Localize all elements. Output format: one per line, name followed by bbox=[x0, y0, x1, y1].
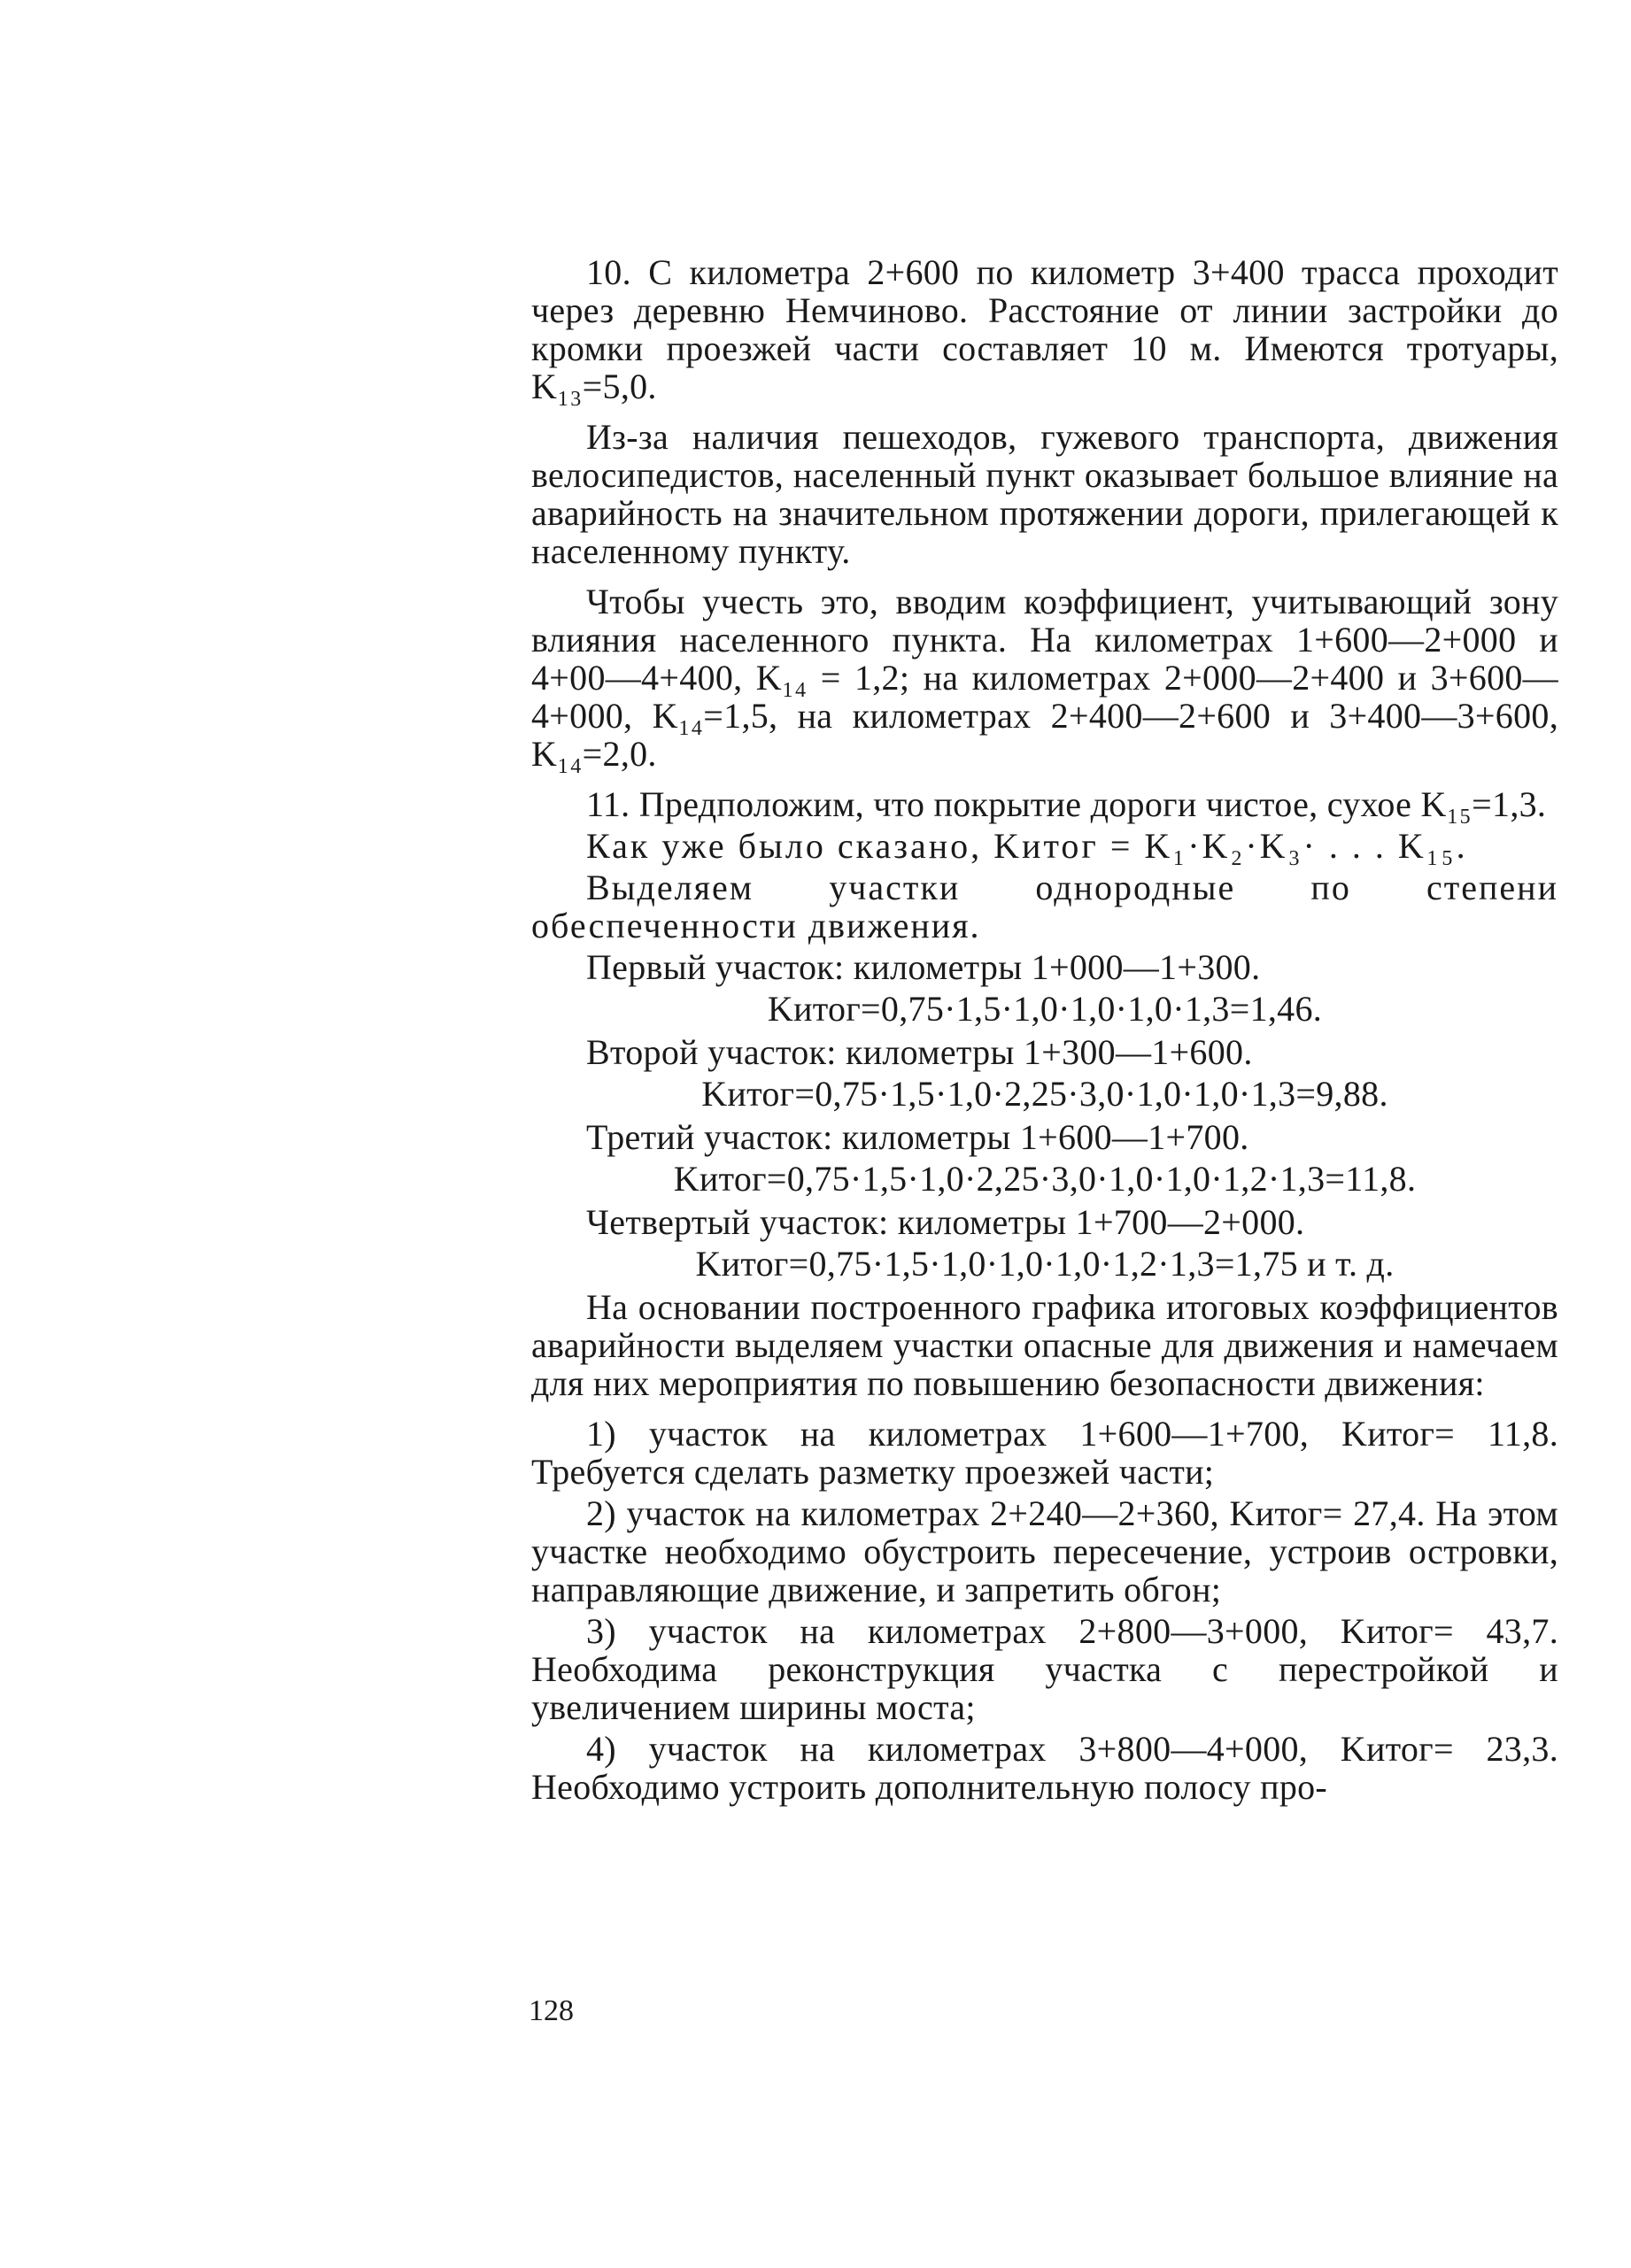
measure-2: 2) участок на километрах 2+240—2+360, Kитог= 27,4. На этом участке необходимо обустроить пересечение, устроив островки, направляющие движение, и запретить обгон; bbox=[531, 1493, 1558, 1609]
paragraph-influence-zone: Чтобы учесть это, вводим коэффициент, учитывающий зону влияния населенного пункта. На километрах 1+600—2+000 и 4+00—4+400, K₁₄ = 1,2; на километрах 2+000—2+400 и 3+600—4+000, K₁₄=1,5, на километрах 2+400—2+600 и 3+400—3+600, K₁₄=2,0. bbox=[531, 582, 1558, 774]
body-text bbox=[531, 253, 1558, 1809]
paragraph-dangerous-sections: На основании построенного графика итоговых коэффициентов аварийности выделяем участки опасные для движения и намечаем для них мероприятия по повышению безопасности движения: bbox=[531, 1287, 1558, 1403]
formula-total: Как уже было сказано, Kитог = K₁·K₂·K₃· . . . K₁₅. bbox=[586, 826, 1468, 866]
section-2-title: Второй участок: километры 1+300—1+600. bbox=[586, 1032, 1253, 1072]
measure-4: 4) участок на километрах 3+800—4+000, Kитог= 23,3. Необходимо устроить дополнительную полосу про- bbox=[531, 1729, 1558, 1807]
section-1-formula: Kитог=0,75·1,5·1,0·1,0·1,0·1,3=1,46. bbox=[767, 989, 1323, 1029]
section-2-formula: Kитог=0,75·1,5·1,0·2,25·3,0·1,0·1,0·1,3=9,88. bbox=[701, 1074, 1388, 1114]
paragraph-10-nemchinovo: 10. С километра 2+600 по километр 3+400 трасса проходит через деревню Немчиново. Расстояние от линии застройки до кромки проезжей части составляет 10 м. Имеются тротуары, K₁₃=5,0. bbox=[531, 252, 1558, 406]
section-1-title: Первый участок: километры 1+000—1+300. bbox=[586, 947, 1261, 987]
section-3-title: Третий участок: километры 1+600—1+700. bbox=[586, 1117, 1249, 1157]
paragraph-pedestrians: Из-за наличия пешеходов, гужевого транспорта, движения велосипедистов, населенный пункт оказывает большое влияние на аварийность на значительном протяжении дороги, прилегающей к населенному пункту. bbox=[531, 417, 1558, 571]
section-4-formula: Kитог=0,75·1,5·1,0·1,0·1,0·1,2·1,3=1,75 и т. д. bbox=[695, 1244, 1395, 1284]
section-3-formula: Kитог=0,75·1,5·1,0·2,25·3,0·1,0·1,0·1,2·1,3=11,8. bbox=[673, 1159, 1417, 1199]
measure-1: 1) участок на километрах 1+600—1+700, Kитог= 11,8. Требуется сделать разметку проезжей части; bbox=[531, 1414, 1558, 1492]
page-number: 128 bbox=[529, 1994, 574, 2027]
paragraph-homogeneous-sections: Выделяем участки однородные по степени обеспеченности движения. bbox=[531, 868, 1558, 945]
measure-3: 3) участок на километрах 2+800—3+000, Kитог= 43,7. Необходима реконструкция участка с перестройкой и увеличением ширины моста; bbox=[531, 1611, 1558, 1727]
section-4-title: Четвертый участок: километры 1+700—2+000. bbox=[586, 1202, 1305, 1242]
paragraph-11-surface: 11. Предположим, что покрытие дороги чистое, сухое K₁₅=1,3. bbox=[586, 784, 1547, 824]
